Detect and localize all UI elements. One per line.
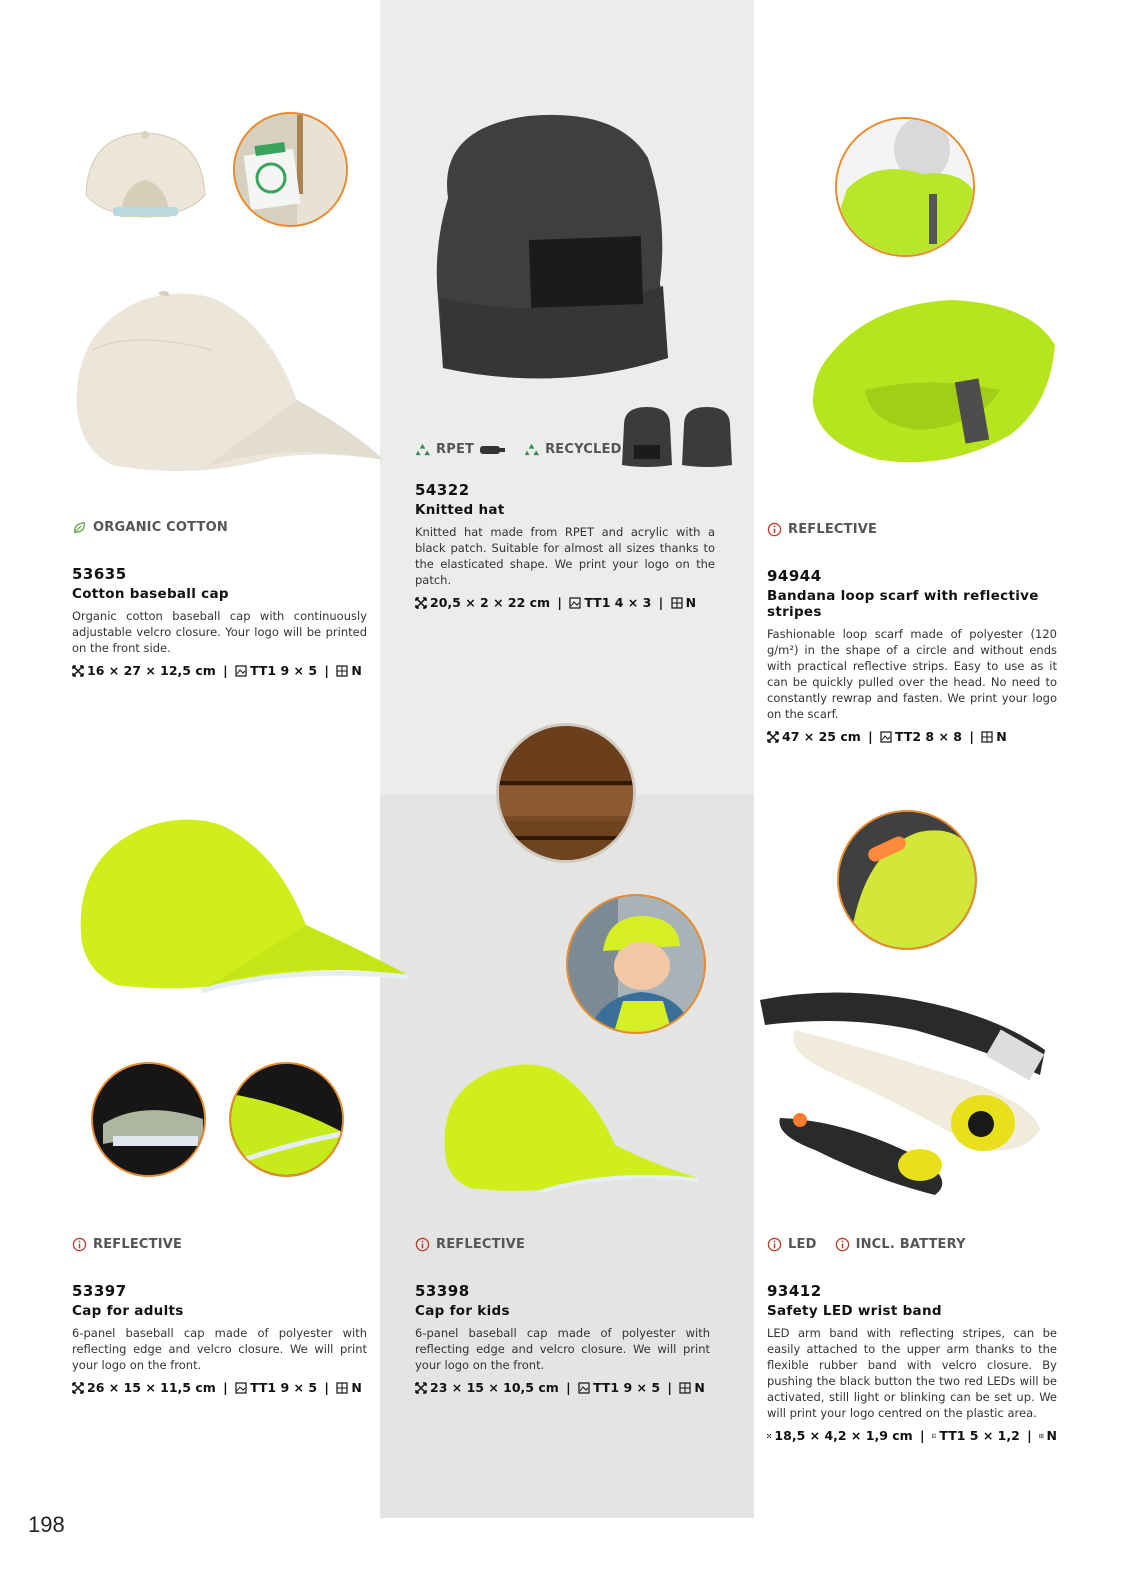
badge-organic-cotton: [72, 520, 228, 535]
adult-cap-reflective-detail-2: [229, 1062, 344, 1177]
item-name: Bandana loop scarf with reflective stripes: [767, 588, 1039, 620]
item-description: LED arm band with reflecting stripes, can be easily attached to the upper arm thanks to the flexible rubber band with velcro closure. By pushing the black button the two red LEDs will be activated, still light or blinking can be set up. We will print your logo centred on the plastic area.: [767, 1326, 1057, 1420]
print-area-icon: [880, 731, 892, 743]
cotton-cap-label-detail: [233, 112, 348, 227]
kids-cap-photo: [440, 1060, 700, 1200]
item-description: Fashionable loop scarf made of polyester (120 g/m²) in the shape of a circle and without ends with practical reflective strips. Easy to use as it can be quickly pulled over the head. No need to constantly rewrap and fasten. We print your logo on the scarf.: [767, 627, 1057, 721]
spec-separator: |: [915, 1428, 929, 1443]
badge-row: [72, 520, 367, 535]
adult-cap-photo: [76, 815, 411, 1000]
badge-rpet: [415, 442, 506, 457]
dimensions-value: 23 × 15 × 10,5 cm: [430, 1380, 559, 1395]
item-name: Safety LED wrist band: [767, 1303, 942, 1319]
badge-label: INCL. BATTERY: [855, 1237, 966, 1252]
badge-row: [767, 522, 1057, 537]
spec-line: [415, 595, 715, 610]
packaging-value: N: [996, 729, 1007, 744]
spec-line: [767, 729, 1057, 744]
dimensions-icon: [767, 731, 779, 743]
info-icon: [767, 522, 782, 537]
badge-led: [767, 1237, 817, 1252]
recycle-icon: [524, 442, 539, 457]
packaging-value: N: [1046, 1428, 1057, 1443]
badge-reflective: [415, 1237, 525, 1252]
product-53397: [72, 1237, 367, 1395]
print-value: TT1 9 × 5: [250, 663, 318, 678]
recycle-icon: [415, 442, 430, 457]
badge-label: RPET: [436, 442, 475, 457]
scarf-worn-detail: [835, 117, 975, 257]
item-description: Organic cotton baseball cap with continuously adjustable velcro closure. Your logo will be printed on the front side.: [72, 609, 367, 655]
badge-label: REFLECTIVE: [93, 1237, 183, 1252]
dimensions-value: 18,5 × 4,2 × 1,9 cm: [774, 1428, 913, 1443]
led-wrist-band-photo: [755, 990, 1055, 1205]
packaging-value: N: [685, 595, 697, 610]
print-area-icon: [235, 1382, 247, 1394]
badge-label: ORGANIC COTTON: [93, 520, 228, 535]
packaging-icon: [981, 731, 993, 743]
badge-label: RECYCLED: [545, 442, 622, 457]
info-icon: [767, 1237, 782, 1252]
print-area-icon: [932, 1430, 936, 1442]
spec-separator: |: [218, 663, 233, 678]
print-value: TT2 8 × 8: [895, 729, 963, 744]
info-icon: [415, 1237, 430, 1252]
item-name: Cotton baseball cap: [72, 586, 229, 602]
dimensions-value: 20,5 × 2 × 22 cm: [430, 595, 551, 610]
cotton-cap-back-photo: [78, 125, 213, 225]
spec-separator: |: [320, 1380, 334, 1395]
item-number: 53398: [415, 1282, 470, 1300]
item-number: 54322: [415, 481, 470, 499]
packaging-icon: [336, 1382, 348, 1394]
dimensions-icon: [415, 597, 427, 609]
dimensions-icon: [72, 665, 84, 677]
dimensions-icon: [767, 1430, 771, 1442]
loop-scarf-photo: [810, 295, 1060, 470]
adult-cap-reflective-detail-1: [91, 1062, 206, 1177]
packaging-icon: [1039, 1430, 1043, 1442]
print-value: TT1 4 × 3: [584, 595, 652, 610]
item-description: 6-panel baseball cap made of polyester with reflecting edge and velcro closure. We will print your logo on the front.: [415, 1326, 710, 1372]
badge-reflective: [72, 1237, 182, 1252]
packaging-icon: [336, 665, 348, 677]
info-icon: [835, 1237, 850, 1252]
product-93412: [767, 1237, 1057, 1443]
dimensions-value: 16 × 27 × 12,5 cm: [87, 663, 216, 678]
packaging-value: N: [351, 1380, 362, 1395]
product-53398: [415, 1237, 710, 1395]
spec-line: [415, 1380, 710, 1395]
dimensions-value: 26 × 15 × 11,5 cm: [87, 1380, 216, 1395]
badge-row: [767, 1237, 1057, 1252]
badge-row: [415, 442, 715, 457]
product-94944: [767, 522, 1057, 744]
badge-label: REFLECTIVE: [436, 1237, 526, 1252]
spec-separator: |: [1022, 1428, 1037, 1443]
item-name: Cap for adults: [72, 1303, 184, 1319]
kids-cap-worn-detail: [566, 894, 706, 1034]
packaging-icon: [679, 1382, 691, 1394]
badge-reflective: [767, 522, 877, 537]
spec-separator: |: [320, 663, 334, 678]
spec-separator: |: [561, 1380, 576, 1395]
knitted-hat-photo: [428, 108, 673, 393]
item-name: Knitted hat: [415, 502, 505, 518]
item-number: 94944: [767, 567, 822, 585]
print-value: TT1 9 × 5: [593, 1380, 661, 1395]
badge-recycled: [524, 442, 621, 457]
cotton-cap-photo: [72, 290, 387, 485]
print-value: TT1 9 × 5: [250, 1380, 318, 1395]
spec-separator: |: [218, 1380, 233, 1395]
item-number: 53635: [72, 565, 127, 583]
badge-label: LED: [788, 1237, 817, 1252]
spec-separator: |: [863, 729, 878, 744]
dimensions-icon: [72, 1382, 84, 1394]
badge-row: [72, 1237, 367, 1252]
item-name: Cap for kids: [415, 1303, 510, 1319]
dimensions-icon: [415, 1382, 427, 1394]
spec-separator: |: [663, 1380, 677, 1395]
print-value: TT1 5 × 1,2: [939, 1428, 1020, 1443]
packaging-value: N: [351, 663, 362, 678]
led-band-worn-detail: [837, 810, 977, 950]
print-area-icon: [569, 597, 581, 609]
packaging-value: N: [694, 1380, 705, 1395]
badge-row: [415, 1237, 710, 1252]
spec-separator: |: [654, 595, 668, 610]
item-number: 53397: [72, 1282, 127, 1300]
leaf-icon: [72, 520, 87, 535]
spec-line: [72, 1380, 367, 1395]
badge-label: REFLECTIVE: [788, 522, 878, 537]
info-icon: [72, 1237, 87, 1252]
item-description: 6-panel baseball cap made of polyester with reflecting edge and velcro closure. We will print your logo on the front.: [72, 1326, 367, 1372]
dimensions-value: 47 × 25 cm: [782, 729, 861, 744]
print-area-icon: [578, 1382, 590, 1394]
spec-line: [72, 663, 367, 678]
wood-texture-detail: [496, 723, 636, 863]
spec-separator: |: [965, 729, 979, 744]
product-53635: [72, 520, 367, 678]
item-description: Knitted hat made from RPET and acrylic with a black patch. Suitable for almost all sizes thanks to the elasticated shape. We print your logo on the patch.: [415, 525, 715, 587]
packaging-icon: [671, 597, 683, 609]
badge-incl-battery: [835, 1237, 966, 1252]
spec-separator: |: [553, 595, 567, 610]
spec-line: [767, 1428, 1057, 1443]
product-54322: [415, 442, 715, 610]
item-number: 93412: [767, 1282, 822, 1300]
bottle-icon: [480, 445, 506, 455]
page-number: 198: [28, 1512, 65, 1537]
print-area-icon: [235, 665, 247, 677]
